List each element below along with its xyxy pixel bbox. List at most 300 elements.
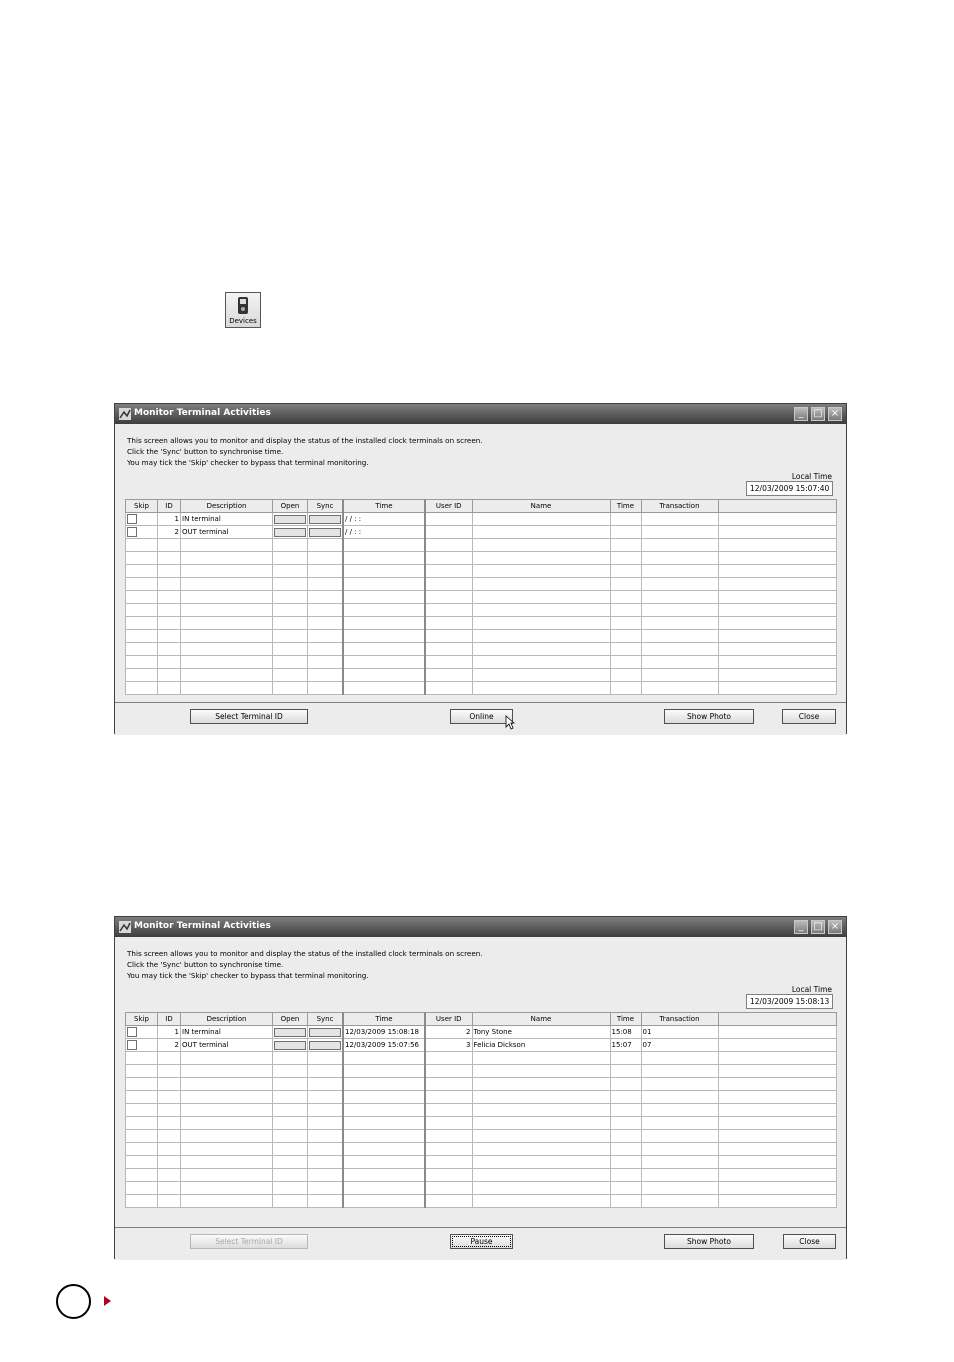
- empty-cell: [343, 630, 425, 643]
- empty-cell: [610, 1117, 641, 1130]
- column-header[interactable]: Transaction: [641, 1013, 718, 1026]
- empty-cell: [181, 1130, 273, 1143]
- empty-cell: [158, 1065, 181, 1078]
- empty-cell: [126, 1052, 158, 1065]
- empty-cell: [343, 1065, 425, 1078]
- transaction-cell: [641, 513, 718, 526]
- empty-cell: [158, 1052, 181, 1065]
- empty-cell: [343, 1117, 425, 1130]
- empty-cell: [181, 1091, 273, 1104]
- empty-cell: [158, 682, 181, 695]
- open-button[interactable]: [274, 528, 306, 537]
- empty-cell: [610, 1104, 641, 1117]
- id-cell: 2: [158, 526, 181, 539]
- empty-cell: [181, 643, 273, 656]
- empty-cell: [641, 1169, 718, 1182]
- empty-cell: [181, 1169, 273, 1182]
- empty-cell: [425, 1104, 472, 1117]
- app-icon: [119, 921, 131, 933]
- show-photo-button[interactable]: Show Photo: [664, 709, 754, 724]
- empty-cell: [308, 604, 344, 617]
- empty-cell: [610, 539, 641, 552]
- empty-cell: [158, 565, 181, 578]
- empty-cell: [273, 682, 308, 695]
- empty-cell: [273, 552, 308, 565]
- table-row: [126, 591, 837, 604]
- empty-cell: [343, 1104, 425, 1117]
- column-header[interactable]: Skip: [126, 1013, 158, 1026]
- maximize-button[interactable]: □: [811, 920, 825, 934]
- terminal-grid: [125, 1012, 837, 1208]
- empty-cell: [158, 1078, 181, 1091]
- column-header[interactable]: Open: [273, 500, 308, 513]
- empty-cell: [158, 1091, 181, 1104]
- empty-cell: [641, 1130, 718, 1143]
- empty-cell: [718, 604, 836, 617]
- empty-cell: [472, 1091, 610, 1104]
- empty-cell: [610, 591, 641, 604]
- empty-cell: [308, 539, 344, 552]
- empty-cell: [308, 1065, 344, 1078]
- empty-cell: [472, 1156, 610, 1169]
- table-row: [126, 1052, 837, 1065]
- table-row: [126, 1026, 837, 1039]
- empty-cell: [273, 1104, 308, 1117]
- table-row: [126, 1117, 837, 1130]
- empty-cell: [308, 1091, 344, 1104]
- empty-cell: [126, 1169, 158, 1182]
- empty-cell: [273, 1195, 308, 1208]
- empty-cell: [308, 1104, 344, 1117]
- skip-checkbox[interactable]: [127, 514, 137, 524]
- event-time-cell: 15:08: [610, 1026, 641, 1039]
- empty-cell: [126, 1117, 158, 1130]
- empty-cell: [126, 591, 158, 604]
- time-cell: / / : :: [343, 526, 425, 539]
- transaction-cell: [641, 526, 718, 539]
- empty-cell: [343, 656, 425, 669]
- user-id-cell: [425, 526, 472, 539]
- select-terminal-id-button[interactable]: Select Terminal ID: [190, 1234, 308, 1249]
- empty-cell: [158, 643, 181, 656]
- empty-cell: [641, 1117, 718, 1130]
- empty-cell: [308, 1169, 344, 1182]
- column-header[interactable]: ID: [158, 500, 181, 513]
- empty-cell: [308, 617, 344, 630]
- empty-cell: [610, 1143, 641, 1156]
- empty-cell: [158, 604, 181, 617]
- open-cell: [273, 1039, 308, 1052]
- empty-cell: [425, 1182, 472, 1195]
- column-header[interactable]: User ID: [425, 1013, 472, 1026]
- empty-cell: [641, 1078, 718, 1091]
- empty-cell: [273, 578, 308, 591]
- empty-cell: [425, 552, 472, 565]
- transaction-cell: 07: [641, 1039, 718, 1052]
- empty-cell: [181, 630, 273, 643]
- empty-cell: [343, 552, 425, 565]
- table-row: [126, 1091, 837, 1104]
- empty-cell: [158, 656, 181, 669]
- empty-cell: [308, 1143, 344, 1156]
- empty-cell: [181, 1156, 273, 1169]
- open-button[interactable]: [274, 515, 306, 524]
- empty-cell: [610, 682, 641, 695]
- title-bar[interactable]: [115, 917, 846, 937]
- column-header[interactable]: Name: [472, 500, 610, 513]
- table-row: [126, 669, 837, 682]
- empty-cell: [641, 682, 718, 695]
- empty-cell: [158, 1195, 181, 1208]
- intro-line: This screen allows you to monitor and display the status of the installed clock terminals on screen.: [127, 436, 483, 445]
- description-cell: IN terminal: [181, 513, 273, 526]
- empty-cell: [308, 643, 344, 656]
- empty-cell: [472, 1117, 610, 1130]
- column-header[interactable]: User ID: [425, 500, 472, 513]
- empty-cell: [718, 669, 836, 682]
- sync-button[interactable]: [309, 528, 341, 537]
- empty-cell: [308, 1156, 344, 1169]
- event-time-cell: [610, 513, 641, 526]
- empty-cell: [718, 1065, 836, 1078]
- empty-cell: [308, 682, 344, 695]
- empty-cell: [641, 669, 718, 682]
- empty-cell: [472, 1052, 610, 1065]
- empty-cell: [610, 1156, 641, 1169]
- skip-checkbox[interactable]: [127, 1040, 137, 1050]
- table-row: [126, 630, 837, 643]
- empty-cell: [273, 1156, 308, 1169]
- table-row: [126, 1182, 837, 1195]
- empty-cell: [641, 630, 718, 643]
- empty-cell: [641, 591, 718, 604]
- open-button[interactable]: [274, 1041, 306, 1050]
- empty-cell: [343, 591, 425, 604]
- empty-cell: [343, 539, 425, 552]
- intro-text: [127, 435, 483, 468]
- empty-cell: [472, 1195, 610, 1208]
- empty-cell: [126, 1078, 158, 1091]
- empty-cell: [273, 565, 308, 578]
- table-row: [126, 1195, 837, 1208]
- sync-button[interactable]: [309, 515, 341, 524]
- empty-cell: [273, 539, 308, 552]
- empty-cell: [641, 578, 718, 591]
- empty-cell: [181, 1182, 273, 1195]
- empty-cell: [126, 682, 158, 695]
- empty-cell: [343, 1156, 425, 1169]
- skip-cell: [126, 513, 158, 526]
- empty-cell: [472, 630, 610, 643]
- empty-cell: [181, 1104, 273, 1117]
- close-button[interactable]: Close: [782, 709, 836, 724]
- column-header[interactable]: Description: [181, 500, 273, 513]
- empty-cell: [158, 669, 181, 682]
- terminal-device-icon: [235, 296, 251, 316]
- devices-icon[interactable]: [225, 292, 261, 328]
- title-bar[interactable]: [115, 404, 846, 424]
- open-cell: [273, 526, 308, 539]
- empty-cell: [425, 591, 472, 604]
- empty-cell: [610, 643, 641, 656]
- sync-cell: [308, 513, 344, 526]
- column-header[interactable]: Time: [343, 500, 425, 513]
- name-cell: [472, 526, 610, 539]
- user-id-cell: [425, 513, 472, 526]
- table-row: [126, 1065, 837, 1078]
- empty-cell: [273, 1182, 308, 1195]
- table-row: [126, 1169, 837, 1182]
- empty-cell: [158, 552, 181, 565]
- empty-cell: [158, 1182, 181, 1195]
- empty-cell: [718, 1195, 836, 1208]
- user-id-cell: 3: [425, 1039, 472, 1052]
- empty-cell: [425, 643, 472, 656]
- empty-cell: [181, 1065, 273, 1078]
- monitor-window-paused: [114, 916, 847, 1259]
- empty-cell: [343, 1052, 425, 1065]
- empty-cell: [126, 617, 158, 630]
- pause-button[interactable]: Pause: [450, 1234, 513, 1249]
- column-header[interactable]: Open: [273, 1013, 308, 1026]
- empty-cell: [425, 1052, 472, 1065]
- transaction-cell: 01: [641, 1026, 718, 1039]
- empty-cell: [641, 1091, 718, 1104]
- empty-cell: [472, 643, 610, 656]
- empty-cell: [343, 565, 425, 578]
- sync-button[interactable]: [309, 1028, 341, 1037]
- empty-cell: [472, 578, 610, 591]
- empty-cell: [273, 630, 308, 643]
- sync-button[interactable]: [309, 1041, 341, 1050]
- empty-cell: [273, 1052, 308, 1065]
- empty-cell: [308, 591, 344, 604]
- empty-cell: [610, 552, 641, 565]
- table-row: [126, 526, 837, 539]
- empty-cell: [718, 1078, 836, 1091]
- table-row: [126, 539, 837, 552]
- select-terminal-id-button[interactable]: Select Terminal ID: [190, 709, 308, 724]
- time-cell: / / : :: [343, 513, 425, 526]
- column-header-blank: [718, 500, 836, 513]
- empty-cell: [273, 643, 308, 656]
- local-time-field[interactable]: 12/03/2009 15:07:40: [746, 481, 833, 496]
- column-header[interactable]: Time: [343, 1013, 425, 1026]
- empty-cell: [718, 552, 836, 565]
- column-header-blank: [718, 1013, 836, 1026]
- column-header[interactable]: Time: [610, 1013, 641, 1026]
- skip-cell: [126, 526, 158, 539]
- empty-cell: [610, 669, 641, 682]
- empty-cell: [273, 1091, 308, 1104]
- column-header[interactable]: Sync: [308, 1013, 344, 1026]
- name-cell: Felicia Dickson: [472, 1039, 610, 1052]
- empty-cell: [425, 630, 472, 643]
- empty-cell: [126, 1065, 158, 1078]
- empty-cell: [641, 1143, 718, 1156]
- intro-line: You may tick the 'Skip' checker to bypass that terminal monitoring.: [127, 971, 369, 980]
- empty-cell: [181, 565, 273, 578]
- empty-cell: [158, 617, 181, 630]
- column-header[interactable]: Skip: [126, 500, 158, 513]
- column-header[interactable]: Name: [472, 1013, 610, 1026]
- intro-line: This screen allows you to monitor and display the status of the installed clock terminals on screen.: [127, 949, 483, 958]
- column-header[interactable]: Time: [610, 500, 641, 513]
- empty-cell: [610, 630, 641, 643]
- table-row: [126, 1104, 837, 1117]
- empty-cell: [158, 1156, 181, 1169]
- empty-cell: [718, 1104, 836, 1117]
- table-row: [126, 513, 837, 526]
- app-icon: [119, 408, 131, 420]
- close-window-button[interactable]: ×: [828, 920, 842, 934]
- column-header[interactable]: Sync: [308, 500, 344, 513]
- empty-cell: [425, 1156, 472, 1169]
- column-header[interactable]: ID: [158, 1013, 181, 1026]
- empty-cell: [181, 578, 273, 591]
- empty-cell: [425, 565, 472, 578]
- id-cell: 1: [158, 513, 181, 526]
- empty-cell: [425, 1130, 472, 1143]
- name-cell: Tony Stone: [472, 1026, 610, 1039]
- skip-checkbox[interactable]: [127, 527, 137, 537]
- empty-cell: [610, 1052, 641, 1065]
- sync-cell: [308, 1026, 344, 1039]
- empty-cell: [425, 1143, 472, 1156]
- time-cell: 12/03/2009 15:08:18: [343, 1026, 425, 1039]
- description-cell: IN terminal: [181, 1026, 273, 1039]
- empty-cell: [158, 630, 181, 643]
- empty-cell: [425, 578, 472, 591]
- empty-cell: [308, 1052, 344, 1065]
- empty-cell: [181, 552, 273, 565]
- empty-cell: [181, 1117, 273, 1130]
- column-header[interactable]: Transaction: [641, 500, 718, 513]
- arrow-right-icon: [104, 1296, 111, 1306]
- skip-checkbox[interactable]: [127, 1027, 137, 1037]
- empty-cell: [308, 669, 344, 682]
- empty-cell: [472, 682, 610, 695]
- maximize-button[interactable]: □: [811, 407, 825, 421]
- table-row: [126, 656, 837, 669]
- empty-cell: [425, 1065, 472, 1078]
- empty-cell: [472, 1143, 610, 1156]
- minimize-button[interactable]: _: [794, 407, 808, 421]
- empty-cell: [273, 1078, 308, 1091]
- empty-cell: [273, 1117, 308, 1130]
- intro-text: [127, 948, 483, 981]
- open-button[interactable]: [274, 1028, 306, 1037]
- table-row: [126, 578, 837, 591]
- empty-cell: [308, 565, 344, 578]
- empty-cell: [158, 1104, 181, 1117]
- empty-cell: [641, 1104, 718, 1117]
- empty-cell: [181, 656, 273, 669]
- empty-cell: [273, 1143, 308, 1156]
- sync-cell: [308, 526, 344, 539]
- event-time-cell: [610, 526, 641, 539]
- empty-cell: [126, 1091, 158, 1104]
- skip-cell: [126, 1039, 158, 1052]
- online-button[interactable]: Online: [450, 709, 513, 724]
- empty-cell: [425, 669, 472, 682]
- empty-cell: [308, 630, 344, 643]
- empty-cell: [126, 1182, 158, 1195]
- grid-header: [126, 1013, 837, 1026]
- empty-cell: [181, 669, 273, 682]
- empty-cell: [610, 1078, 641, 1091]
- empty-cell: [181, 1195, 273, 1208]
- empty-cell: [718, 578, 836, 591]
- empty-cell: [343, 682, 425, 695]
- empty-cell: [641, 604, 718, 617]
- empty-cell: [718, 539, 836, 552]
- empty-cell: [610, 1130, 641, 1143]
- empty-cell: [308, 1195, 344, 1208]
- empty-cell: [273, 617, 308, 630]
- column-header[interactable]: Description: [181, 1013, 273, 1026]
- local-time-field[interactable]: 12/03/2009 15:08:13: [746, 994, 833, 1009]
- empty-cell: [610, 656, 641, 669]
- empty-cell: [472, 1169, 610, 1182]
- empty-cell: [472, 539, 610, 552]
- empty-cell: [343, 1182, 425, 1195]
- intro-line: Click the 'Sync' button to synchronise time.: [127, 447, 284, 456]
- monitor-window-online: [114, 403, 847, 734]
- empty-cell: [126, 1130, 158, 1143]
- empty-cell: [718, 1117, 836, 1130]
- empty-cell: [126, 578, 158, 591]
- table-row: [126, 1039, 837, 1052]
- table-row: [126, 1078, 837, 1091]
- empty-cell: [343, 604, 425, 617]
- show-photo-button[interactable]: Show Photo: [664, 1234, 754, 1249]
- empty-cell: [718, 1026, 836, 1039]
- close-window-button[interactable]: ×: [828, 407, 842, 421]
- empty-cell: [126, 1143, 158, 1156]
- empty-cell: [126, 1195, 158, 1208]
- empty-cell: [641, 1182, 718, 1195]
- page-number-circle: [56, 1284, 91, 1319]
- empty-cell: [425, 1117, 472, 1130]
- empty-cell: [472, 1065, 610, 1078]
- id-cell: 2: [158, 1039, 181, 1052]
- empty-cell: [126, 643, 158, 656]
- empty-cell: [158, 578, 181, 591]
- empty-cell: [308, 578, 344, 591]
- empty-cell: [472, 669, 610, 682]
- empty-cell: [472, 1104, 610, 1117]
- footer-bar: [115, 702, 846, 735]
- empty-cell: [610, 1169, 641, 1182]
- empty-cell: [181, 1143, 273, 1156]
- empty-cell: [425, 539, 472, 552]
- open-cell: [273, 1026, 308, 1039]
- empty-cell: [610, 617, 641, 630]
- close-button[interactable]: Close: [783, 1234, 836, 1249]
- minimize-button[interactable]: _: [794, 920, 808, 934]
- table-row: [126, 1143, 837, 1156]
- empty-cell: [343, 669, 425, 682]
- empty-cell: [641, 1052, 718, 1065]
- empty-cell: [343, 1078, 425, 1091]
- empty-cell: [641, 656, 718, 669]
- time-cell: 12/03/2009 15:07:56: [343, 1039, 425, 1052]
- empty-cell: [308, 552, 344, 565]
- empty-cell: [718, 1143, 836, 1156]
- user-id-cell: 2: [425, 1026, 472, 1039]
- empty-cell: [126, 552, 158, 565]
